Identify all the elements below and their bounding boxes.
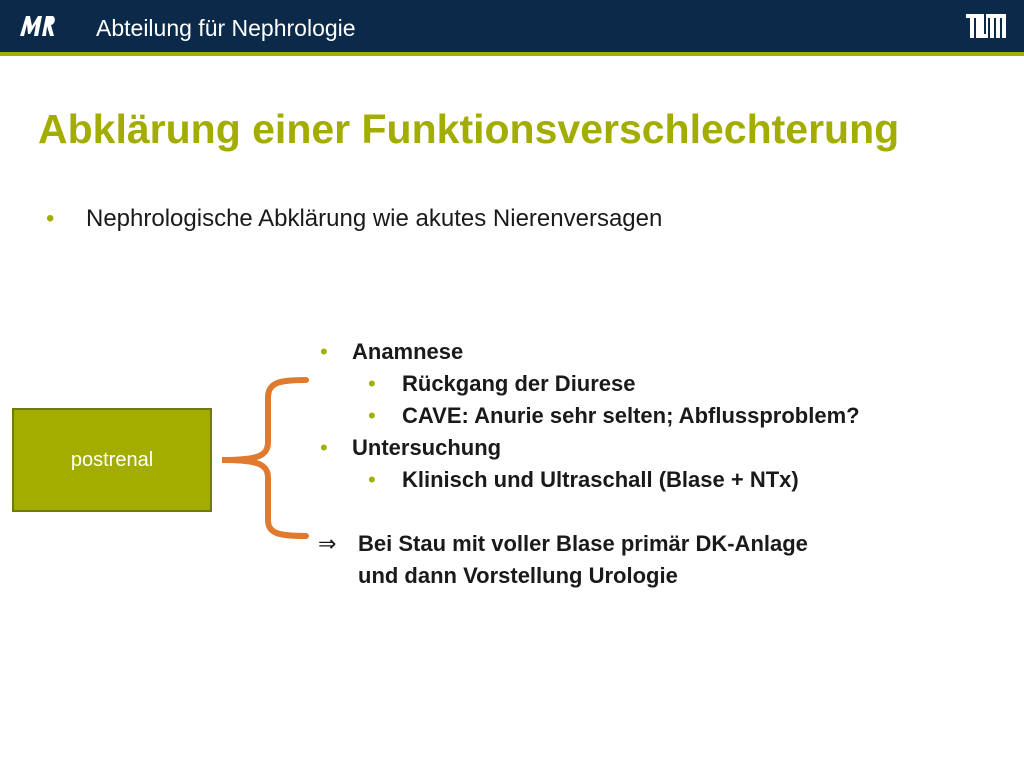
bullet-marker: • bbox=[46, 205, 55, 232]
conclusion-text-1: Bei Stau mit voller Blase primär DK-Anlage bbox=[358, 531, 808, 556]
conclusion-line-2 bbox=[318, 560, 1018, 592]
conclusion-line-1 bbox=[318, 528, 1018, 560]
tum-logo-icon bbox=[966, 14, 1006, 38]
details-list bbox=[318, 336, 1018, 592]
postrenal-box bbox=[12, 408, 212, 512]
list-item-text: Anamnese bbox=[352, 339, 464, 364]
list-item-text: Untersuchung bbox=[352, 435, 502, 460]
main-bullet bbox=[46, 204, 662, 234]
implies-arrow-icon: ⇒ bbox=[318, 531, 337, 556]
list-item-untersuchung bbox=[318, 432, 1018, 464]
list-item-cave bbox=[318, 400, 1018, 432]
bullet-marker: • bbox=[368, 403, 376, 428]
conclusion-text-2: und dann Vorstellung Urologie bbox=[358, 563, 678, 588]
bullet-marker: • bbox=[320, 339, 328, 364]
main-bullet-text: Nephrologische Abklärung wie akutes Nierenversagen bbox=[86, 205, 663, 232]
curly-brace-icon bbox=[218, 376, 310, 540]
list-item-ultraschall bbox=[318, 464, 1018, 496]
list-item-text: CAVE: Anurie sehr selten; Abflussproblem? bbox=[402, 403, 860, 428]
list-item-anamnese bbox=[318, 336, 1018, 368]
bullet-marker: • bbox=[368, 467, 376, 492]
bullet-marker: • bbox=[368, 371, 376, 396]
bullet-marker: • bbox=[320, 435, 328, 460]
slide-title: Abklärung einer Funktionsverschlechterung bbox=[38, 106, 900, 152]
spacer bbox=[318, 496, 1018, 528]
header-accent-line bbox=[0, 52, 1024, 56]
list-item-diurese bbox=[318, 368, 1018, 400]
department-name: Abteilung für Nephrologie bbox=[96, 15, 356, 41]
mri-logo-icon bbox=[18, 12, 58, 40]
list-item-text: Rückgang der Diurese bbox=[402, 371, 636, 396]
list-item-text: Klinisch und Ultraschall (Blase + NTx) bbox=[402, 467, 799, 492]
postrenal-label: postrenal bbox=[70, 448, 154, 471]
